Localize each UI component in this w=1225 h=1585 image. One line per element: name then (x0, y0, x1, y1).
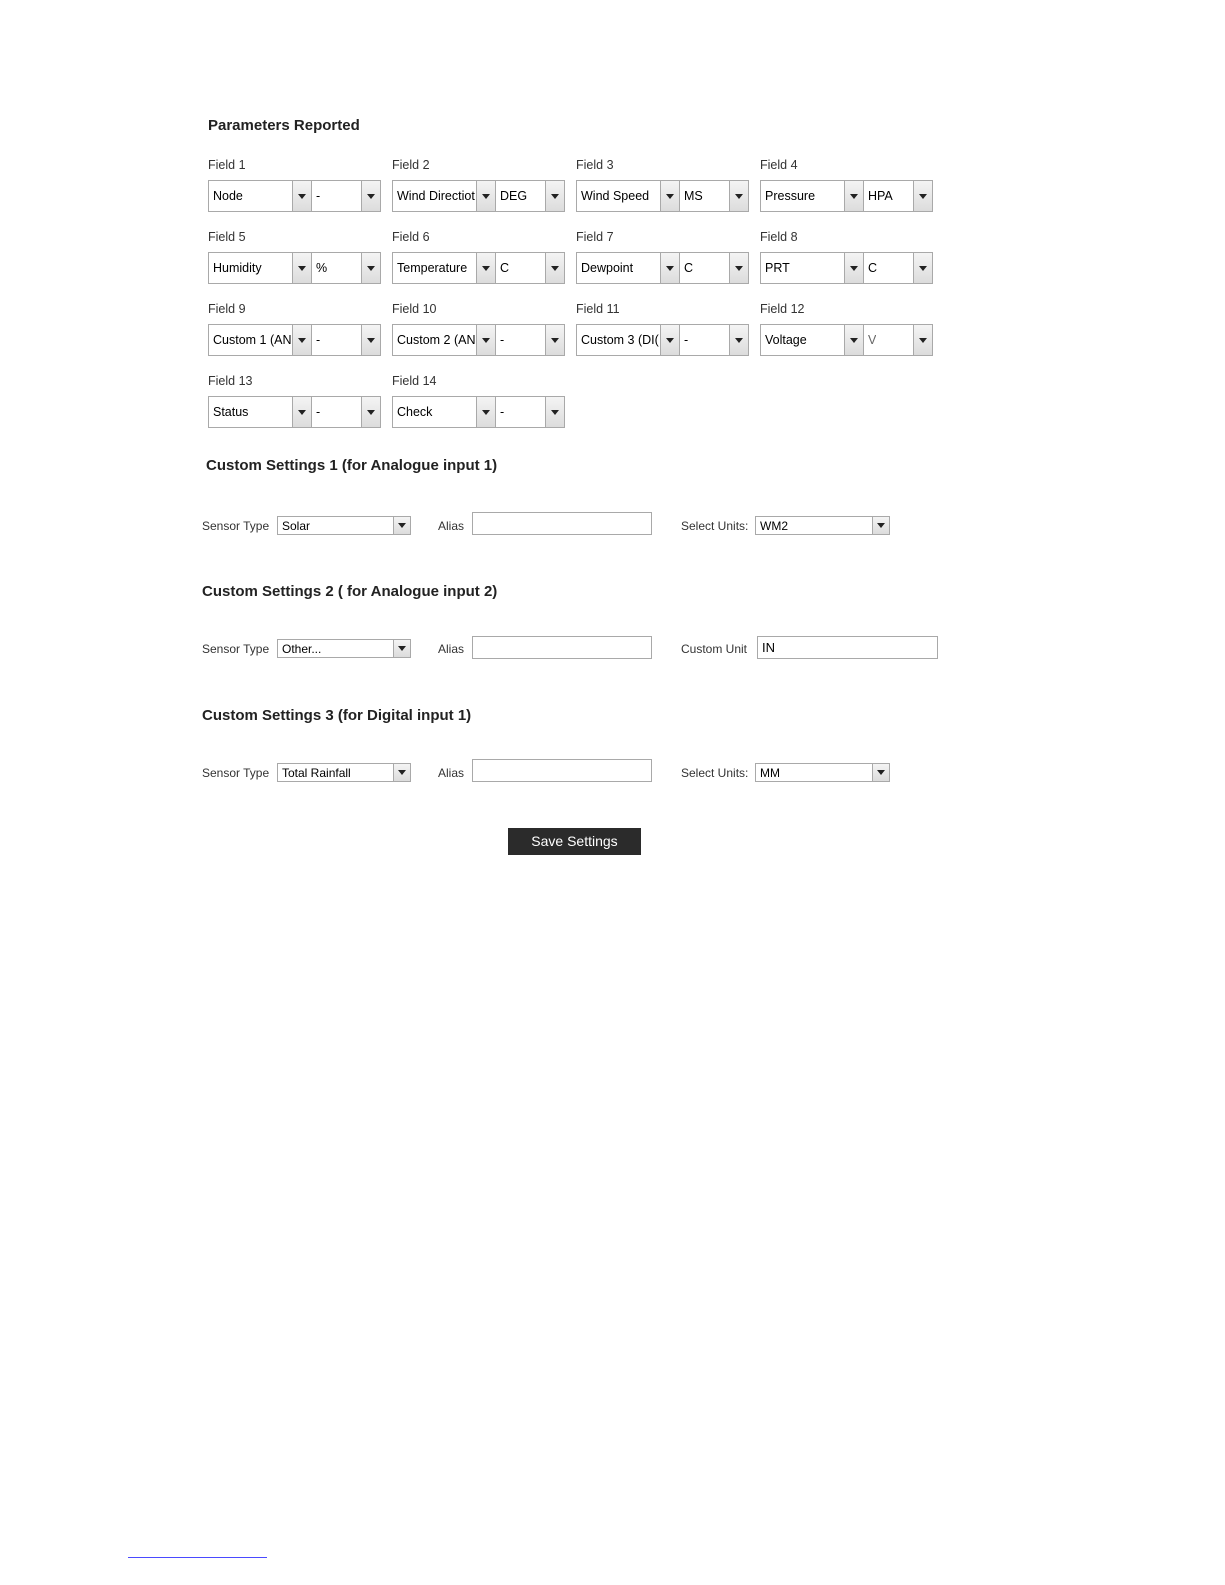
chevron-down-icon (872, 764, 889, 781)
field-4-param-value: Pressure (765, 189, 816, 203)
field-12-param-select[interactable] (760, 324, 864, 356)
field-4-param-select[interactable] (760, 180, 864, 212)
custom2-custom-unit-input[interactable] (757, 636, 938, 659)
chevron-down-icon (361, 325, 380, 355)
chevron-down-icon (476, 397, 495, 427)
chevron-down-icon (393, 517, 410, 534)
field-5-param-value: Humidity (213, 261, 262, 275)
field-7-unit-select[interactable] (679, 252, 749, 284)
field-10-label: Field 10 (392, 302, 437, 316)
footnote-separator (128, 1557, 267, 1558)
field-6-unit-select[interactable] (495, 252, 565, 284)
field-1-param-value: Node (213, 189, 243, 203)
field-5-label: Field 5 (208, 230, 246, 244)
custom3-alias-input[interactable] (472, 759, 652, 782)
field-14-param-select[interactable] (392, 396, 496, 428)
custom3-sensor-type-select[interactable] (277, 763, 411, 782)
field-9-unit-select[interactable] (311, 324, 381, 356)
chevron-down-icon (872, 517, 889, 534)
chevron-down-icon (393, 640, 410, 657)
field-9-unit-value: - (316, 333, 321, 347)
custom2-alias-input[interactable] (472, 636, 652, 659)
chevron-down-icon (545, 253, 564, 283)
field-2-param-value: Wind Directiot (397, 189, 475, 203)
field-1-param-select[interactable] (208, 180, 312, 212)
field-12-param-value: Voltage (765, 333, 807, 347)
custom3-sensor-type-value: Total Rainfall (282, 766, 351, 780)
field-2-label: Field 2 (392, 158, 430, 172)
chevron-down-icon (844, 181, 863, 211)
field-8-param-select[interactable] (760, 252, 864, 284)
field-10-unit-select[interactable] (495, 324, 565, 356)
field-12-unit-value: V (868, 333, 877, 347)
custom1-units-value: WM2 (760, 519, 788, 533)
field-3-param-value: Wind Speed (581, 189, 650, 203)
custom1-sensor-type-label: Sensor Type (202, 519, 270, 533)
field-3-param-select[interactable] (576, 180, 680, 212)
chevron-down-icon (660, 253, 679, 283)
custom-settings-3-heading: Custom Settings 3 (for Digital input 1) (202, 707, 472, 724)
field-1-label: Field 1 (208, 158, 246, 172)
field-8-param-value: PRT (765, 261, 790, 275)
field-10-param-select[interactable] (392, 324, 496, 356)
field-4-label: Field 4 (760, 158, 798, 172)
field-4-unit-select[interactable] (863, 180, 933, 212)
custom1-units-label: Select Units: (681, 519, 749, 533)
field-14-unit-select[interactable] (495, 396, 565, 428)
field-14-param-value: Check (397, 405, 433, 419)
custom3-alias-label: Alias (438, 766, 465, 780)
field-13-label: Field 13 (208, 374, 253, 388)
field-5-param-select[interactable] (208, 252, 312, 284)
chevron-down-icon (292, 397, 311, 427)
field-3-label: Field 3 (576, 158, 614, 172)
chevron-down-icon (729, 181, 748, 211)
custom1-alias-input[interactable] (472, 512, 652, 535)
parameters-heading: Parameters Reported (208, 117, 360, 134)
chevron-down-icon (545, 181, 564, 211)
custom2-custom-unit-label: Custom Unit (681, 642, 748, 656)
custom2-alias-label: Alias (438, 642, 465, 656)
field-5-unit-value: % (316, 261, 328, 275)
chevron-down-icon (476, 253, 495, 283)
field-11-label: Field 11 (576, 302, 620, 316)
field-1-unit-value: - (316, 189, 321, 203)
field-7-unit-value: C (684, 261, 694, 275)
field-10-param-value: Custom 2 (AN (397, 333, 476, 347)
field-9-param-select[interactable] (208, 324, 312, 356)
field-11-param-select[interactable] (576, 324, 680, 356)
field-11-unit-value: - (684, 333, 689, 347)
chevron-down-icon (660, 181, 679, 211)
chevron-down-icon (476, 325, 495, 355)
field-2-unit-select[interactable] (495, 180, 565, 212)
field-7-param-value: Dewpoint (581, 261, 634, 275)
custom3-sensor-type-label: Sensor Type (202, 766, 270, 780)
chevron-down-icon (913, 325, 932, 355)
custom-settings-1-heading: Custom Settings 1 (for Analogue input 1) (206, 457, 498, 474)
field-8-label: Field 8 (760, 230, 798, 244)
field-2-unit-value: DEG (500, 189, 528, 203)
chevron-down-icon (729, 253, 748, 283)
custom3-units-select[interactable] (755, 763, 890, 782)
chevron-down-icon (844, 253, 863, 283)
custom1-alias-label: Alias (438, 519, 465, 533)
custom3-units-value: MM (760, 766, 780, 780)
field-12-unit-select[interactable] (863, 324, 933, 356)
chevron-down-icon (729, 325, 748, 355)
field-10-unit-value: - (500, 333, 505, 347)
chevron-down-icon (361, 397, 380, 427)
field-13-unit-value: - (316, 405, 321, 419)
custom1-sensor-type-select[interactable] (277, 516, 411, 535)
custom2-sensor-type-label: Sensor Type (202, 642, 270, 656)
chevron-down-icon (660, 325, 679, 355)
chevron-down-icon (545, 397, 564, 427)
field-6-label: Field 6 (392, 230, 430, 244)
chevron-down-icon (292, 325, 311, 355)
field-9-param-value: Custom 1 (AN (213, 333, 292, 347)
chevron-down-icon (844, 325, 863, 355)
field-6-param-select[interactable] (392, 252, 496, 284)
field-12-label: Field 12 (760, 302, 805, 316)
custom1-sensor-type-value: Solar (282, 519, 311, 533)
field-13-param-select[interactable] (208, 396, 312, 428)
custom3-units-label: Select Units: (681, 766, 749, 780)
chevron-down-icon (292, 253, 311, 283)
field-8-unit-value: C (868, 261, 878, 275)
field-6-unit-value: C (500, 261, 510, 275)
custom2-sensor-type-select[interactable] (277, 639, 411, 658)
custom2-sensor-type-value: Other... (282, 642, 322, 656)
chevron-down-icon (545, 325, 564, 355)
field-9-label: Field 9 (208, 302, 246, 316)
chevron-down-icon (393, 764, 410, 781)
chevron-down-icon (361, 181, 380, 211)
field-8-unit-select[interactable] (863, 252, 933, 284)
chevron-down-icon (476, 181, 495, 211)
chevron-down-icon (913, 181, 932, 211)
custom-settings-2-heading: Custom Settings 2 ( for Analogue input 2) (202, 583, 498, 600)
field-7-label: Field 7 (576, 230, 614, 244)
chevron-down-icon (361, 253, 380, 283)
field-5-unit-select[interactable] (311, 252, 381, 284)
field-6-param-value: Temperature (397, 261, 468, 275)
save-settings-button[interactable]: Save Settings (508, 828, 641, 855)
field-3-unit-value: MS (684, 189, 703, 203)
field-14-label: Field 14 (392, 374, 437, 388)
chevron-down-icon (292, 181, 311, 211)
custom1-units-select[interactable] (755, 516, 890, 535)
field-7-param-select[interactable] (576, 252, 680, 284)
field-13-param-value: Status (213, 405, 249, 419)
field-13-unit-select[interactable] (311, 396, 381, 428)
field-3-unit-select[interactable] (679, 180, 749, 212)
field-1-unit-select[interactable] (311, 180, 381, 212)
field-14-unit-value: - (500, 405, 505, 419)
field-11-param-value: Custom 3 (DI( (581, 333, 659, 347)
field-11-unit-select[interactable] (679, 324, 749, 356)
field-2-param-select[interactable] (392, 180, 496, 212)
chevron-down-icon (913, 253, 932, 283)
field-4-unit-value: HPA (868, 189, 893, 203)
